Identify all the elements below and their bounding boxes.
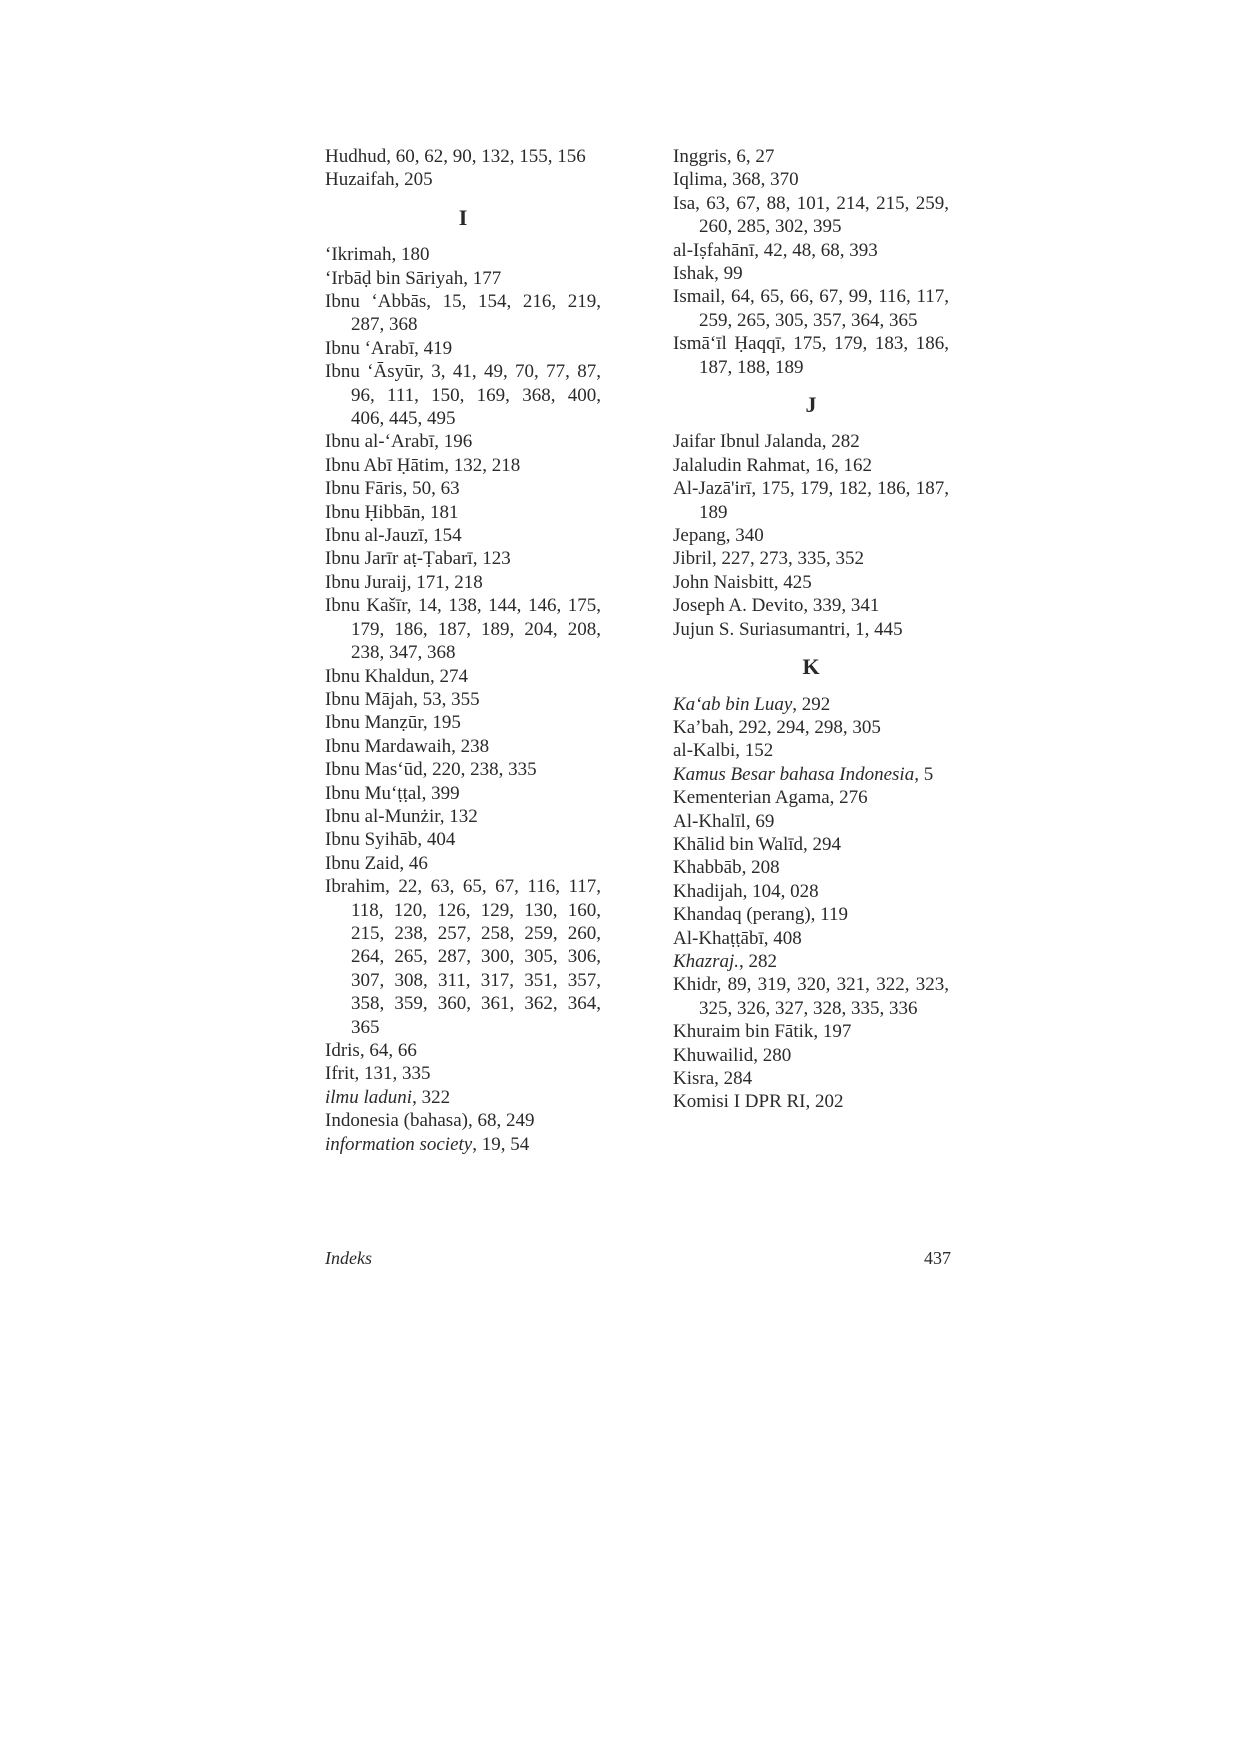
index-entry: Ismā‘īl Ḥaqqī, 175, 179, 183, 186, 187, 188, 189 xyxy=(673,333,949,378)
index-column-right xyxy=(673,145,949,1114)
page-number: 437 xyxy=(924,1248,951,1268)
index-entry: Jepang, 340 xyxy=(673,525,764,547)
index-entry xyxy=(325,1133,601,1156)
index-entry: Huzaifah, 205 xyxy=(325,169,433,191)
index-entry: Jaifar Ibnul Jalanda, 282 xyxy=(673,431,860,453)
index-entry: Al-Khaṭṭābī, 408 xyxy=(673,927,802,949)
index-entry: Jibril, 227, 273, 335, 352 xyxy=(673,548,865,570)
index-entry: Khālid bin Walīd, 294 xyxy=(673,833,842,855)
index-entry: Khandaq (perang), 119 xyxy=(673,904,848,926)
index-entry: Idris, 64, 66 xyxy=(325,1040,417,1062)
index-entry: Jujun S. Suriasumantri, 1, 445 xyxy=(673,618,903,640)
index-entry: Ibnu Mardawaih, 238 xyxy=(325,735,490,757)
index-entry: Ibnu al-Munżir, 132 xyxy=(325,805,478,827)
index-entry: Khuwailid, 280 xyxy=(673,1044,792,1066)
index-entry-pages: , 282 xyxy=(739,950,777,972)
index-letter-heading: I xyxy=(458,204,468,230)
index-entry: Ibnu al-‘Arabī, 196 xyxy=(325,431,473,453)
index-entry: Hudhud, 60, 62, 90, 132, 155, 156 xyxy=(325,146,586,167)
index-entry-term: Khazraj. xyxy=(673,950,739,972)
index-entry: Jalaludin Rahmat, 16, 162 xyxy=(673,454,872,476)
index-entry: Al-Jazā'irī, 175, 179, 182, 186, 187, 189 xyxy=(673,478,949,523)
index-entry: Ibnu Syihāb, 404 xyxy=(325,829,456,851)
index-entry-pages: , 5 xyxy=(914,763,934,785)
index-entry: Ishak, 99 xyxy=(673,263,743,285)
index-entry: Khabbāb, 208 xyxy=(673,857,780,879)
index-entry: John Naisbitt, 425 xyxy=(673,571,812,593)
index-entry-pages: , 322 xyxy=(412,1086,451,1108)
index-entry: Isa, 63, 67, 88, 101, 214, 215, 259, 260, 285, 302, 395 xyxy=(673,192,949,238)
index-entry-term: ilmu laduni xyxy=(325,1086,413,1108)
index-entry: Ibnu ‘Abbās, 15, 154, 216, 219, 287, 368 xyxy=(325,291,601,336)
index-entry xyxy=(673,693,949,716)
index-entry: Joseph A. Devito, 339, 341 xyxy=(673,595,880,617)
index-entry: Ibnu Fāris, 50, 63 xyxy=(325,478,460,500)
running-footer-label: Indeks xyxy=(325,1248,372,1268)
index-entry: Kementerian Agama, 276 xyxy=(673,787,868,809)
index-entry: Ibnu Mu‘ṭṭal, 399 xyxy=(325,782,460,804)
index-entry: Kisra, 284 xyxy=(673,1068,753,1089)
index-entry: Ibnu Jarīr aṭ-Ṭabarī, 123 xyxy=(325,548,511,570)
index-entry: Ibnu Mājah, 53, 355 xyxy=(325,688,480,710)
index-entry: Komisi I DPR RI, 202 xyxy=(673,1091,844,1113)
index-entry: Ibnu al-Jauzī, 154 xyxy=(325,525,462,547)
index-entry: Ibnu Kašīr, 14, 138, 144, 146, 175, 179, 186, 187, 189, 204, 208, 238, 347, 368 xyxy=(325,595,601,664)
index-entry: Ibnu Manẓūr, 195 xyxy=(325,712,461,734)
index-letter-heading: K xyxy=(802,654,820,680)
index-entry: Al-Khalīl, 69 xyxy=(673,810,775,832)
index-letter-heading: J xyxy=(805,392,817,418)
index-entry: Ismail, 64, 65, 66, 67, 99, 116, 117, 259, 265, 305, 357, 364, 365 xyxy=(673,286,949,331)
index-entry-term: Ka‘ab bin Luay xyxy=(673,693,793,715)
index-entry: Ibrahim, 22, 63, 65, 67, 116, 117, 118, 120, 126, 129, 130, 160, 215, 238, 257, 258, 259, 260, 264, 265, 287, 300, 305, 306, 307, 308, 311, 317, 351, 357, 358, 359, 360, 361, 362, 364, 365 xyxy=(325,876,601,1038)
index-entry: Ka’bah, 292, 294, 298, 305 xyxy=(673,716,881,738)
index-entry: Khidr, 89, 319, 320, 321, 322, 323, 325, 326, 327, 328, 335, 336 xyxy=(673,974,949,1019)
index-entry-pages: , 19, 54 xyxy=(472,1133,530,1155)
index-entry: Ifrit, 131, 335 xyxy=(325,1063,431,1085)
index-entry: Ibnu ‘Āsyūr, 3, 41, 49, 70, 77, 87, 96, 111, 150, 169, 368, 400, 406, 445, 495 xyxy=(325,361,601,430)
index-entry: ‘Irbāḍ bin Sāriyah, 177 xyxy=(325,267,502,289)
index-entry: Iqlima, 368, 370 xyxy=(673,169,799,191)
index-entry: Ibnu Mas‘ūd, 220, 238, 335 xyxy=(325,759,537,781)
index-entry-term: Kamus Besar bahasa Indonesia xyxy=(673,763,915,785)
index-entry: Ibnu Ḥibbān, 181 xyxy=(325,501,459,523)
index-entry: al-Iṣfahānī, 42, 48, 68, 393 xyxy=(673,239,878,261)
index-entry: Inggris, 6, 27 xyxy=(673,146,775,167)
index-entry: Ibnu Zaid, 46 xyxy=(325,852,428,874)
index-entry: ‘Ikrimah, 180 xyxy=(325,244,430,266)
index-entry: Khuraim bin Fātik, 197 xyxy=(673,1021,852,1043)
index-entry: al-Kalbi, 152 xyxy=(673,740,774,762)
index-entry: Ibnu Juraij, 171, 218 xyxy=(325,571,483,593)
index-entry: Indonesia (bahasa), 68, 249 xyxy=(325,1110,535,1132)
index-entry: Khadijah, 104, 028 xyxy=(673,880,819,902)
index-entry: Ibnu Khaldun, 274 xyxy=(325,665,469,687)
index-entry xyxy=(673,763,949,786)
index-column-left xyxy=(325,145,601,1156)
index-entry: Ibnu Abī Ḥātim, 132, 218 xyxy=(325,454,521,476)
index-entry-pages: , 292 xyxy=(792,693,831,715)
index-entry xyxy=(325,1086,601,1109)
index-entry: Ibnu ‘Arabī, 419 xyxy=(325,337,453,359)
index-entry xyxy=(673,950,949,973)
index-entry-term: information society xyxy=(325,1133,473,1155)
